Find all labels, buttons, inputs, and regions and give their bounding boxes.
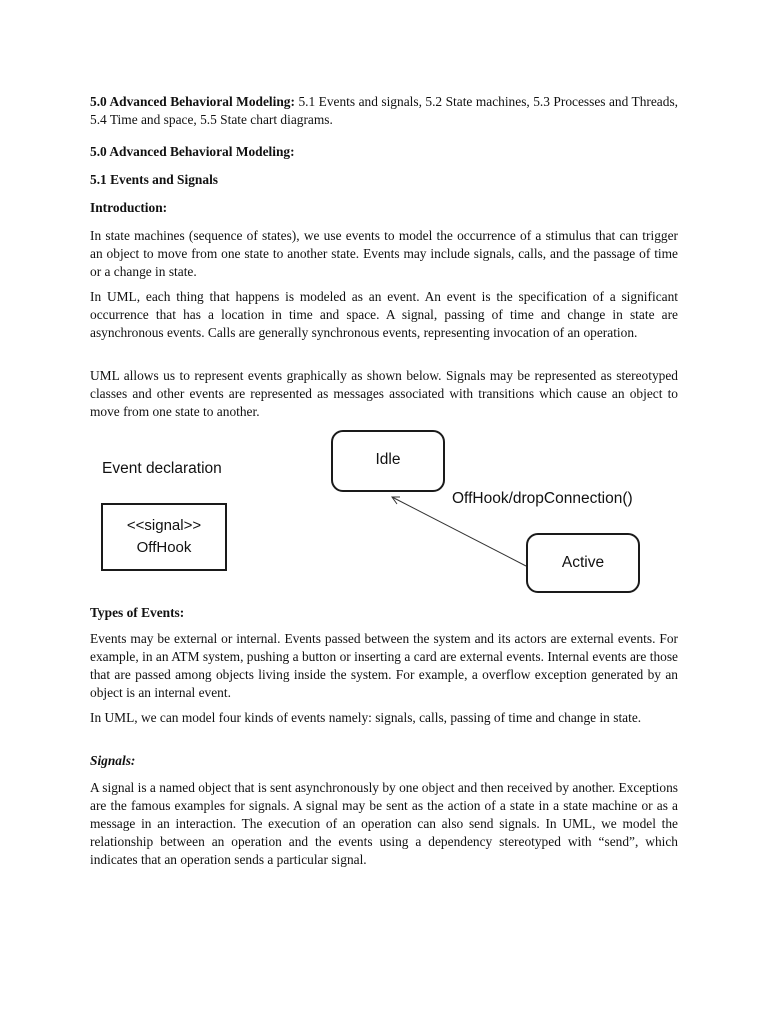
signals-paragraph-1: A signal is a named object that is sent asynchronously by one object and then received by another. Exceptions are the famous examples for signals. A signal may be sent as the action of a state in a state machine or as a message in an interaction. The execution of an operation can also send signals. In UML, we model the relationship between an operation and the events using a dependency stereotyped with “send”, which indicates that an operation sends a particular signal. [90,780,678,867]
signal-stereotype: <<signal>> [126,517,202,534]
state-active-label: Active [561,554,605,571]
state-idle-label: Idle [375,451,401,468]
types-title: Types of Events: [90,605,185,620]
signal-name: OffHook [136,539,192,556]
event-diagram [90,425,678,600]
types-paragraph-2: In UML, we can model four kinds of events namely: signals, calls, passing of time and change in state. [90,710,642,725]
transition-label: OffHook/dropConnection() [452,490,633,507]
intro-title: Introduction: [90,200,168,215]
event-declaration-label: Event declaration [102,460,222,477]
intro-paragraph-2: In UML, each thing that happens is modeled as an event. An event is the specification of a significant occurrence that has a location in time and space. A signal, passing of time and change in state are asynchronous events. Calls are generally synchronous events, representing invocation of an operation. [90,289,678,340]
topics-line-bold: 5.0 Advanced Behavioral Modeling: [90,94,295,109]
transition-arrow [90,425,678,600]
intro-paragraph-1: In state machines (sequence of states), we use events to model the occurrence of a stimulus that can trigger an object to move from one state to another state. Events may include signals, calls, and the passage of time or a change in state. [90,228,678,279]
transition-arrow-line [392,497,526,566]
topics-line [90,93,678,129]
subsection-title: 5.1 Events and Signals [90,172,218,187]
signals-title: Signals: [90,753,136,768]
intro-paragraph-3: UML allows us to represent events graphically as shown below. Signals may be represented as stereotyped classes and other events are represented as messages associated with transitions which cause an object to move from one state to another. [90,368,678,419]
topics-line-rest: 5.1 Events and signals, 5.2 State machines, 5.3 Processes and Threads, 5.4 Time and space, 5.5 State chart diagrams. [90,94,679,127]
section-title: 5.0 Advanced Behavioral Modeling: [90,144,295,159]
types-paragraph-1: Events may be external or internal. Events passed between the system and its actors are external events. For example, in an ATM system, pushing a button or inserting a card are external events. Internal events are those that are passed among objects living inside the system. For example, a overflow exception generated by an object is an internal event. [90,631,678,700]
